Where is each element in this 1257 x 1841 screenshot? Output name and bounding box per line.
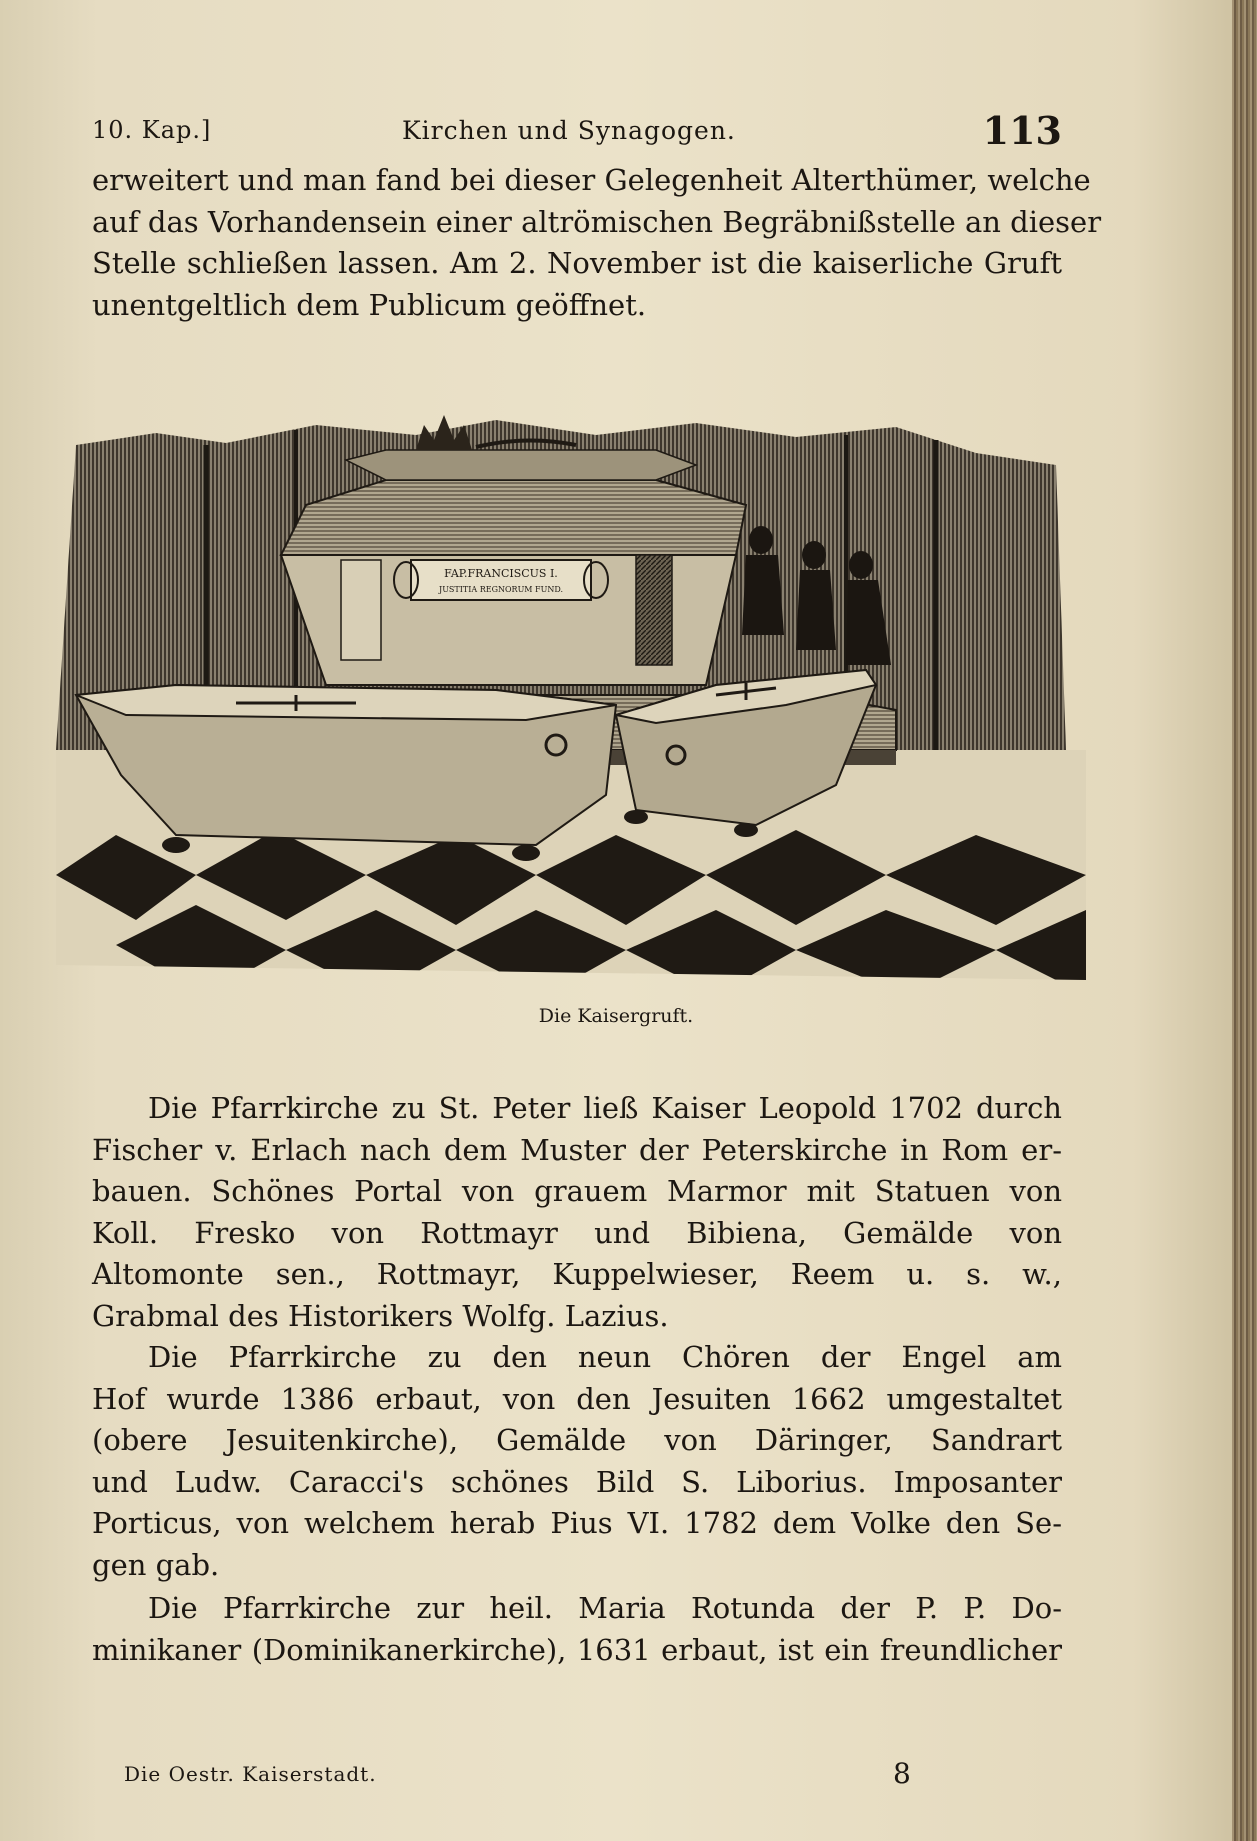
sarcophagus-inscription-1: FAP.FRANCISCUS I. <box>444 567 558 580</box>
text-line: Die Pfarrkirche zur heil. Maria Rotunda der P. P. Do- <box>148 1591 1062 1625</box>
text-line: gen gab. <box>92 1547 220 1582</box>
text-line: und Ludw. Caracci's schönes Bild S. Liborius. Imposanter <box>92 1464 1062 1499</box>
text-line: Die Pfarrkirche zu St. Peter ließ Kaiser Leopold 1702 durch <box>148 1091 1062 1125</box>
engraving-kaisergruft <box>56 405 1086 980</box>
text-line: Hof wurde 1386 erbaut, von den Jesuiten 1662 umgestaltet <box>92 1381 1062 1416</box>
text-line: Fischer v. Erlach nach dem Muster der Peterskirche in Rom er- <box>92 1132 1062 1167</box>
crypt-illustration <box>56 405 1086 980</box>
text-line: unentgeltlich dem Publicum geöffnet. <box>92 287 647 322</box>
paragraph-neun-choeren <box>92 1337 1062 1586</box>
text-line: Koll. Fresko von Rottmayr und Bibiena, Gemälde von <box>92 1215 1062 1250</box>
paragraph-maria-rotunda <box>92 1588 1062 1671</box>
sheet-number: 8 <box>893 1757 911 1790</box>
text-line: Altomonte sen., Rottmayr, Kuppelwieser, Reem u. s. w., <box>92 1257 1062 1291</box>
figure-caption: Die Kaisergruft. <box>538 1005 694 1027</box>
text-line: erweitert und man fand bei dieser Gelegenheit Alterthümer, welche <box>92 163 1091 197</box>
text-line: Stelle schließen lassen. Am 2. November ist die kaiserliche Gruft <box>92 246 1062 280</box>
text-line: Die Pfarrkirche zu den neun Chören der Engel am <box>148 1340 1062 1374</box>
section-title: Kirchen und Synagogen. <box>402 116 736 145</box>
page-number: 113 <box>982 108 1062 153</box>
text-line: Porticus, von welchem herab Pius VI. 1782 dem Volke den Se- <box>92 1506 1062 1540</box>
text-line: Grabmal des Historikers Wolfg. Lazius. <box>92 1298 669 1333</box>
signature-mark: Die Oestr. Kaiserstadt. <box>124 1762 377 1786</box>
text-line: auf das Vorhandensein einer altrömischen Begräbnißstelle an dieser <box>92 204 1102 239</box>
page-edge <box>1232 0 1257 1841</box>
chapter-label: 10. Kap.] <box>92 116 212 144</box>
text-line: minikaner (Dominikanerkirche), 1631 erbaut, ist ein freundlicher <box>92 1632 1062 1667</box>
paragraph-crypt-intro <box>92 160 1102 326</box>
running-head <box>92 108 1062 158</box>
text-line: (obere Jesuitenkirche), Gemälde von Däringer, Sandrart <box>92 1423 1062 1457</box>
paragraph-st-peter <box>92 1088 1062 1337</box>
sarcophagus-inscription-2: JUSTITIA REGNORUM FUND. <box>438 585 564 594</box>
text-line: bauen. Schönes Portal von grauem Marmor mit Statuen von <box>92 1174 1062 1208</box>
